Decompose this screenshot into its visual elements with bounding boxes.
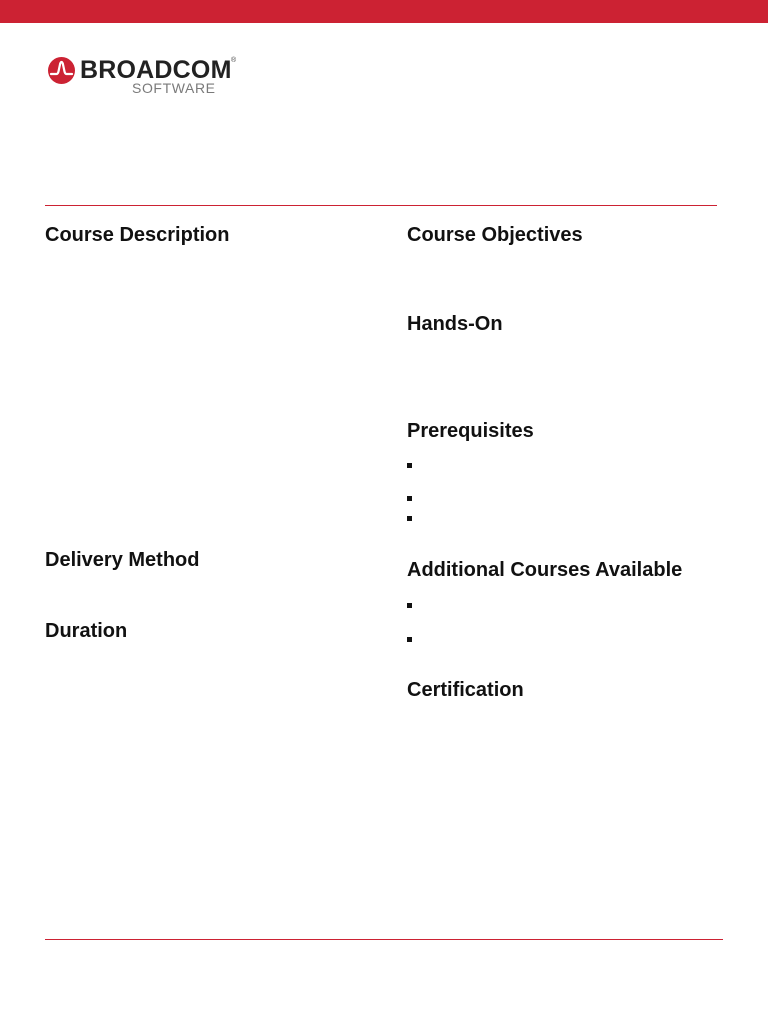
logo-brand-text: BROADCOM bbox=[80, 56, 232, 84]
hands-on-heading: Hands-On bbox=[407, 313, 503, 335]
broadcom-logo bbox=[48, 56, 248, 98]
prerequisites-heading: Prerequisites bbox=[407, 420, 534, 442]
top-brand-bar bbox=[0, 0, 768, 23]
additional-courses-bullet bbox=[407, 603, 412, 608]
broadcom-pulse-icon bbox=[48, 57, 75, 84]
prerequisites-bullet bbox=[407, 463, 412, 468]
logo-subtitle-text: SOFTWARE bbox=[132, 80, 216, 96]
additional-courses-bullet bbox=[407, 637, 412, 642]
delivery-method-heading: Delivery Method bbox=[45, 549, 200, 571]
course-description-heading: Course Description bbox=[45, 224, 230, 246]
prerequisites-bullet bbox=[407, 496, 412, 501]
course-objectives-heading: Course Objectives bbox=[407, 224, 583, 246]
certification-heading: Certification bbox=[407, 679, 524, 701]
bottom-divider bbox=[45, 939, 723, 940]
prerequisites-bullet bbox=[407, 516, 412, 521]
top-divider bbox=[45, 205, 717, 206]
logo-registered-mark: ® bbox=[231, 57, 237, 64]
additional-courses-heading: Additional Courses Available bbox=[407, 559, 683, 581]
duration-heading: Duration bbox=[45, 620, 128, 642]
